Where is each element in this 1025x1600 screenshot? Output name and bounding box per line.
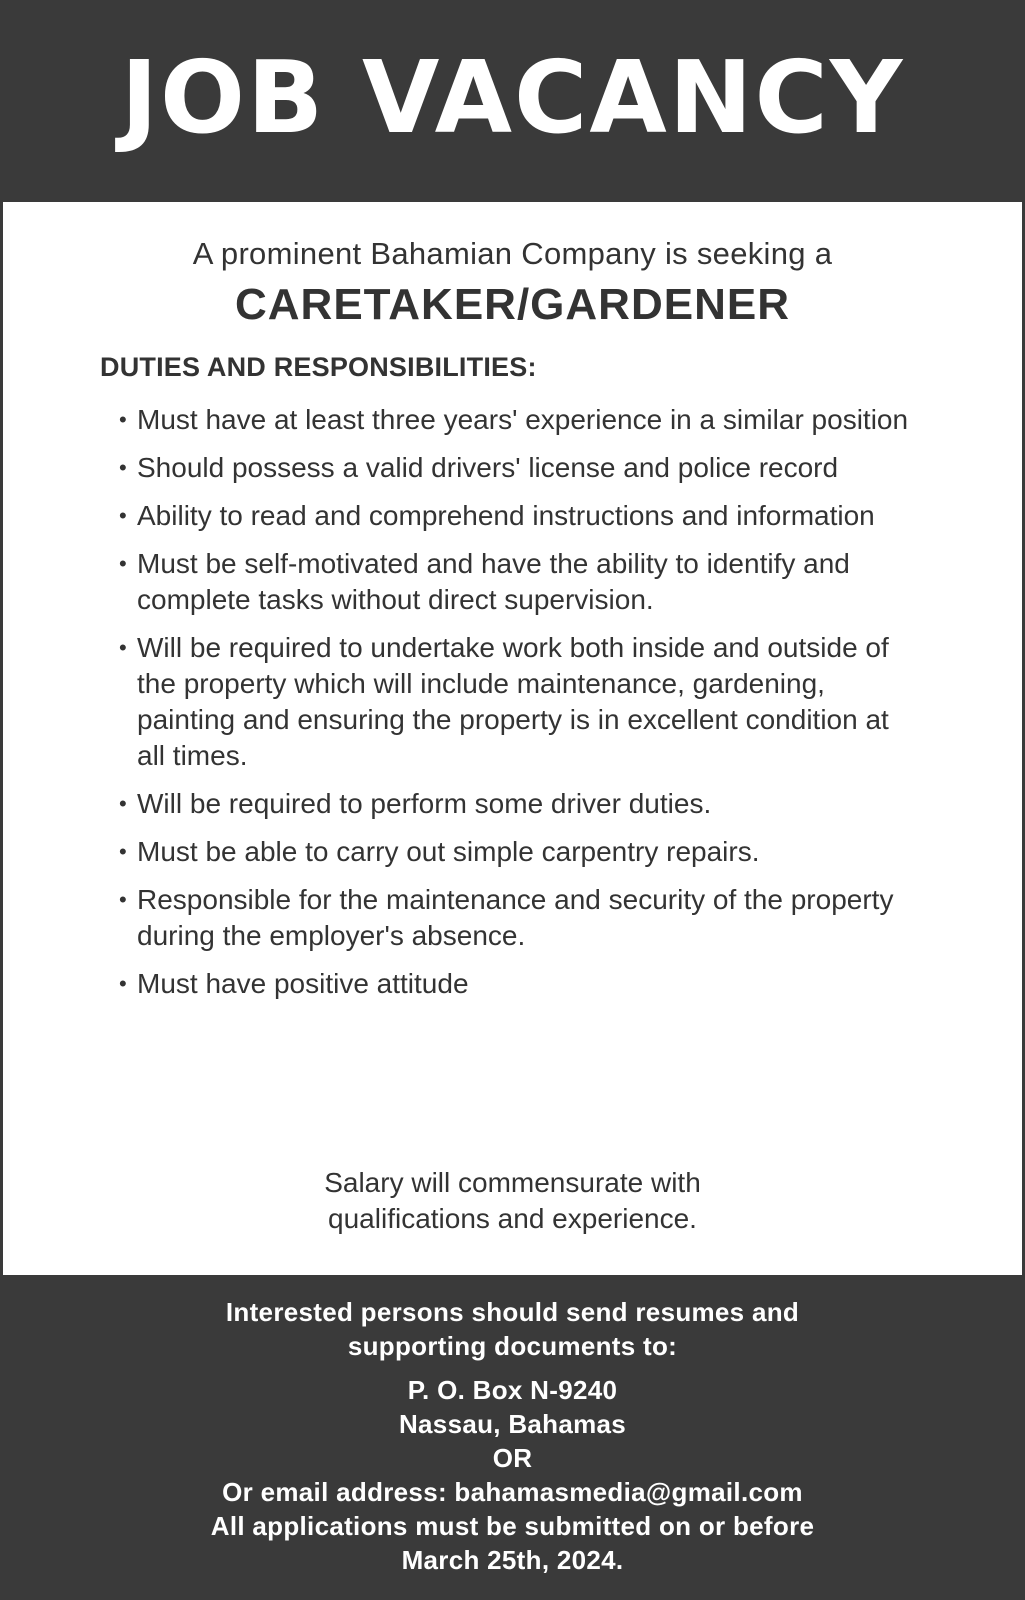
duty-text: Must be able to carry out simple carpentry repairs.: [137, 836, 760, 867]
duty-text: Should possess a valid drivers' license and police record: [137, 452, 839, 483]
header-banner: [0, 0, 1025, 202]
position-title: CARETAKER/GARDENER: [235, 280, 790, 329]
duty-item: [119, 402, 919, 438]
job-details-panel: [3, 202, 1022, 1275]
bullet-icon: •: [119, 791, 127, 816]
duty-item: [119, 882, 919, 954]
or-separator: OR: [492, 1443, 533, 1473]
duty-text: Must have positive attitude: [137, 968, 469, 999]
salary-note: [3, 1165, 1022, 1237]
duty-text: Must have at least three years' experience in a similar position: [137, 404, 909, 435]
bullet-icon: •: [119, 455, 127, 480]
deadline-line: All applications must be submitted on or before: [210, 1511, 815, 1541]
bullet-icon: •: [119, 551, 127, 576]
duty-item: [119, 630, 919, 774]
bullet-icon: •: [119, 503, 127, 528]
deadline-date: March 25th, 2024.: [401, 1545, 624, 1575]
duties-list: [119, 402, 919, 1014]
duty-text: Will be required to perform some driver duties.: [137, 788, 712, 819]
bullet-icon: •: [119, 407, 127, 432]
intro-text: A prominent Bahamian Company is seeking a: [192, 236, 833, 271]
duty-item: [119, 966, 919, 1002]
bullet-icon: •: [119, 887, 127, 912]
instructions-line: Interested persons should send resumes and: [225, 1297, 800, 1327]
salary-line: qualifications and experience.: [328, 1203, 697, 1234]
duty-item: [119, 786, 919, 822]
duty-item: [119, 834, 919, 870]
salary-line: Salary will commensurate with: [324, 1167, 701, 1198]
duty-text: Must be self-motivated and have the ability to identify and complete tasks without direct supervision.: [137, 548, 850, 615]
bullet-icon: •: [119, 635, 127, 660]
email-line: Or email address: bahamasmedia@gmail.com: [222, 1477, 803, 1507]
mailing-address: [0, 1373, 1025, 1577]
duty-item: [119, 546, 919, 618]
duty-text: Responsible for the maintenance and security of the property during the employer's absence.: [137, 884, 894, 951]
application-instructions: [0, 1295, 1025, 1363]
city: Nassau, Bahamas: [398, 1409, 627, 1439]
instructions-line: supporting documents to:: [347, 1331, 678, 1361]
page-title: JOB VACANCY: [120, 39, 905, 156]
duty-text: Will be required to undertake work both inside and outside of the property which will include maintenance, gardening, painting and ensuring the property is in excellent condition at all times.: [137, 632, 889, 771]
po-box: P. O. Box N-9240: [407, 1375, 618, 1405]
duties-heading: DUTIES AND RESPONSIBILITIES:: [100, 352, 537, 382]
duty-text: Ability to read and comprehend instructions and information: [137, 500, 875, 531]
contact-footer: [0, 1275, 1025, 1600]
bullet-icon: •: [119, 839, 127, 864]
duty-item: [119, 450, 919, 486]
duty-item: [119, 498, 919, 534]
bullet-icon: •: [119, 971, 127, 996]
